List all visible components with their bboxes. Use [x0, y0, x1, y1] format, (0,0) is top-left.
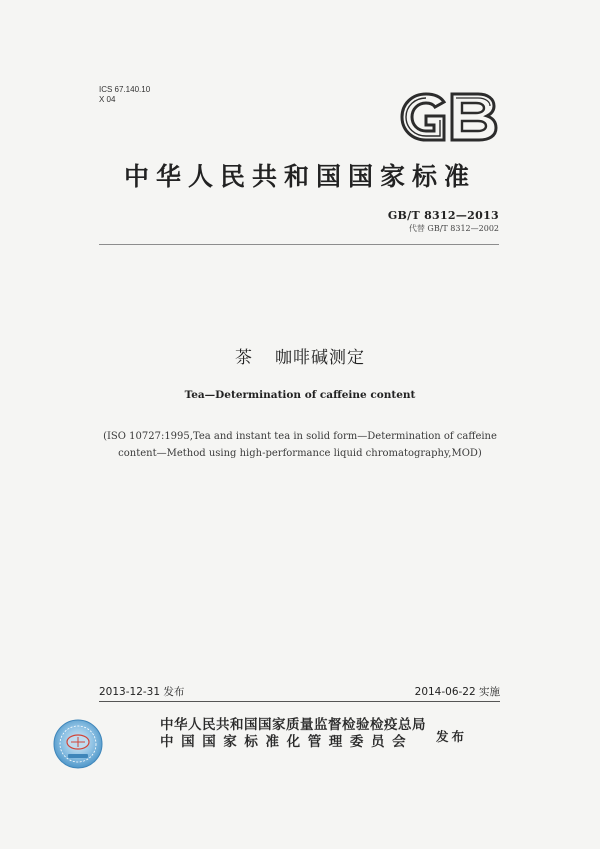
- standard-number-block: [388, 209, 499, 234]
- document-title-part1: 茶: [235, 348, 253, 368]
- top-divider: [99, 244, 499, 245]
- standard-number: GB/T 8312—2013: [387, 209, 499, 222]
- issuer-aqsiq: 中华人民共和国国家质量监督检验检疫总局: [160, 717, 426, 733]
- standard-title-cn: 中华人民共和国国家标准: [123, 162, 476, 191]
- document-title-part2: 咖啡碱测定: [275, 348, 365, 368]
- ics-code: ICS 67.140.10: [99, 85, 151, 94]
- implement-date: 2014-06-22 实施: [414, 686, 500, 698]
- iso-reference: [92, 428, 508, 462]
- bottom-divider: [99, 701, 500, 702]
- english-title: Tea—Determination of caffeine content: [184, 389, 416, 401]
- replaces-standard: 代替 GB/T 8312—2002: [408, 224, 499, 233]
- issuer-sac: 中国国家标准化管理委员会: [160, 734, 414, 750]
- classification-codes: [99, 85, 150, 105]
- iso-reference-line1: (ISO 10727:1995,Tea and instant tea in solid form—Determination of caffeine: [103, 431, 497, 442]
- ccs-code: X 04: [99, 95, 116, 104]
- issue-action: 发布: [436, 729, 468, 744]
- anti-counterfeit-seal-icon: [52, 718, 104, 770]
- issuing-authorities: [160, 717, 426, 751]
- document-title: [0, 343, 600, 368]
- publish-date: 2013-12-31 发布: [99, 686, 185, 698]
- iso-reference-line2: content—Method using high-performance liquid chromatography,MOD): [118, 448, 482, 459]
- gb-logo: [398, 92, 500, 142]
